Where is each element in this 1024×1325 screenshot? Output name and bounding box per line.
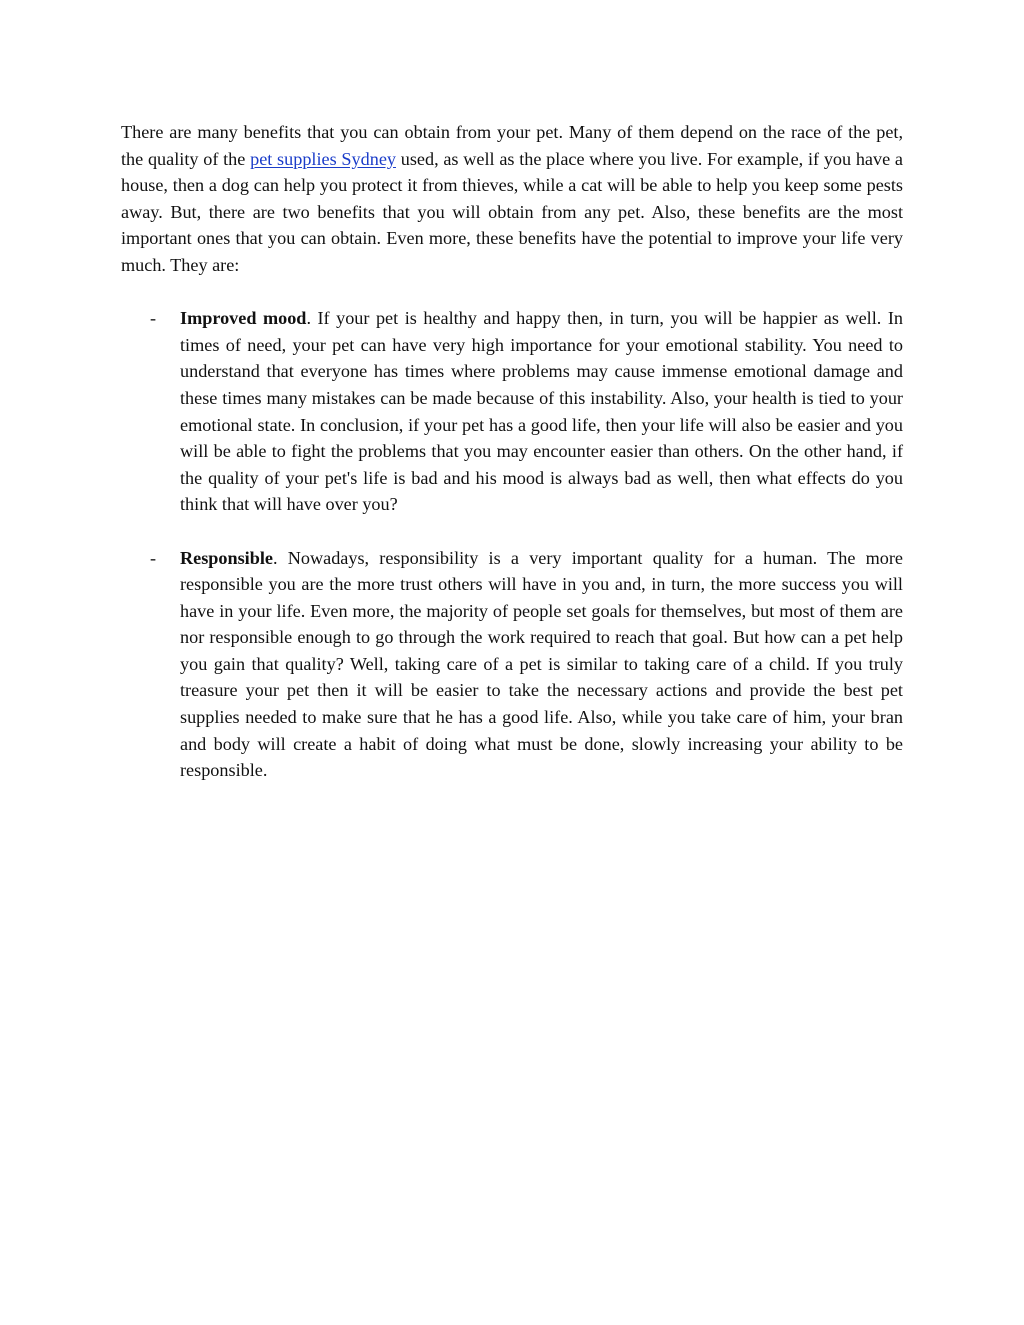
benefit-title: Improved mood xyxy=(180,308,307,329)
benefit-title: Responsible xyxy=(180,547,273,568)
intro-text-end: used, as well as the place where you live. For example, if you have a house, then a dog can help you protect it from thieves, while a cat will be able to help you keep some pests away. But, there are two benefits that you will obtain from any pet. Also, these benefits are the most important ones that you can obtain. Even more, these benefits have the potential to improve your life very much. They are: xyxy=(121,148,903,275)
benefit-text: . Nowadays, responsibility is a very important quality for a human. The more responsible you are the more trust others will have in you and, in turn, the more success you will have in your life. Even more, the majority of people set goals for themselves, but most of them are nor responsible enough to go through the work required to reach that goal. But how can a pet help you gain that quality? Well, taking care of a pet is similar to taking care of a child. If you truly treasure your pet then it will be easier to take the necessary actions and provide the best pet supplies needed to make sure that he has a good life. Also, while you take care of him, your bran and body will create a habit of doing what must be done, slowly increasing your ability to be responsible. xyxy=(180,547,903,781)
intro-text-start: There are many benefits that you can obtain from your pet. Many of them depend on the race of the pet, the quality of the xyxy=(121,122,903,169)
list-item-improved-mood xyxy=(121,305,903,518)
pet-supplies-link[interactable]: pet supplies Sydney xyxy=(250,148,396,169)
list-bullet: - xyxy=(150,547,157,568)
benefit-text: . If your pet is healthy and happy then, in turn, you will be happier as well. In times of need, your pet can have very high importance for your emotional stability. You need to understand that everyone has times where problems may cause immense emotional damage and these times many mistakes can be made because of this instability. Also, your health is tied to your emotional state. In conclusion, if your pet has a good life, then your life will also be easier and you will be able to fight the problems that you may encounter easier than others. On the other hand, if the quality of your pet's life is bad and his mood is always bad as well, then what effects do you think that will have over you? xyxy=(180,308,903,515)
list-item-responsible xyxy=(121,545,903,784)
list-bullet: - xyxy=(150,308,157,329)
document-page xyxy=(121,119,903,810)
intro-paragraph xyxy=(121,119,903,279)
benefits-list xyxy=(121,305,903,784)
